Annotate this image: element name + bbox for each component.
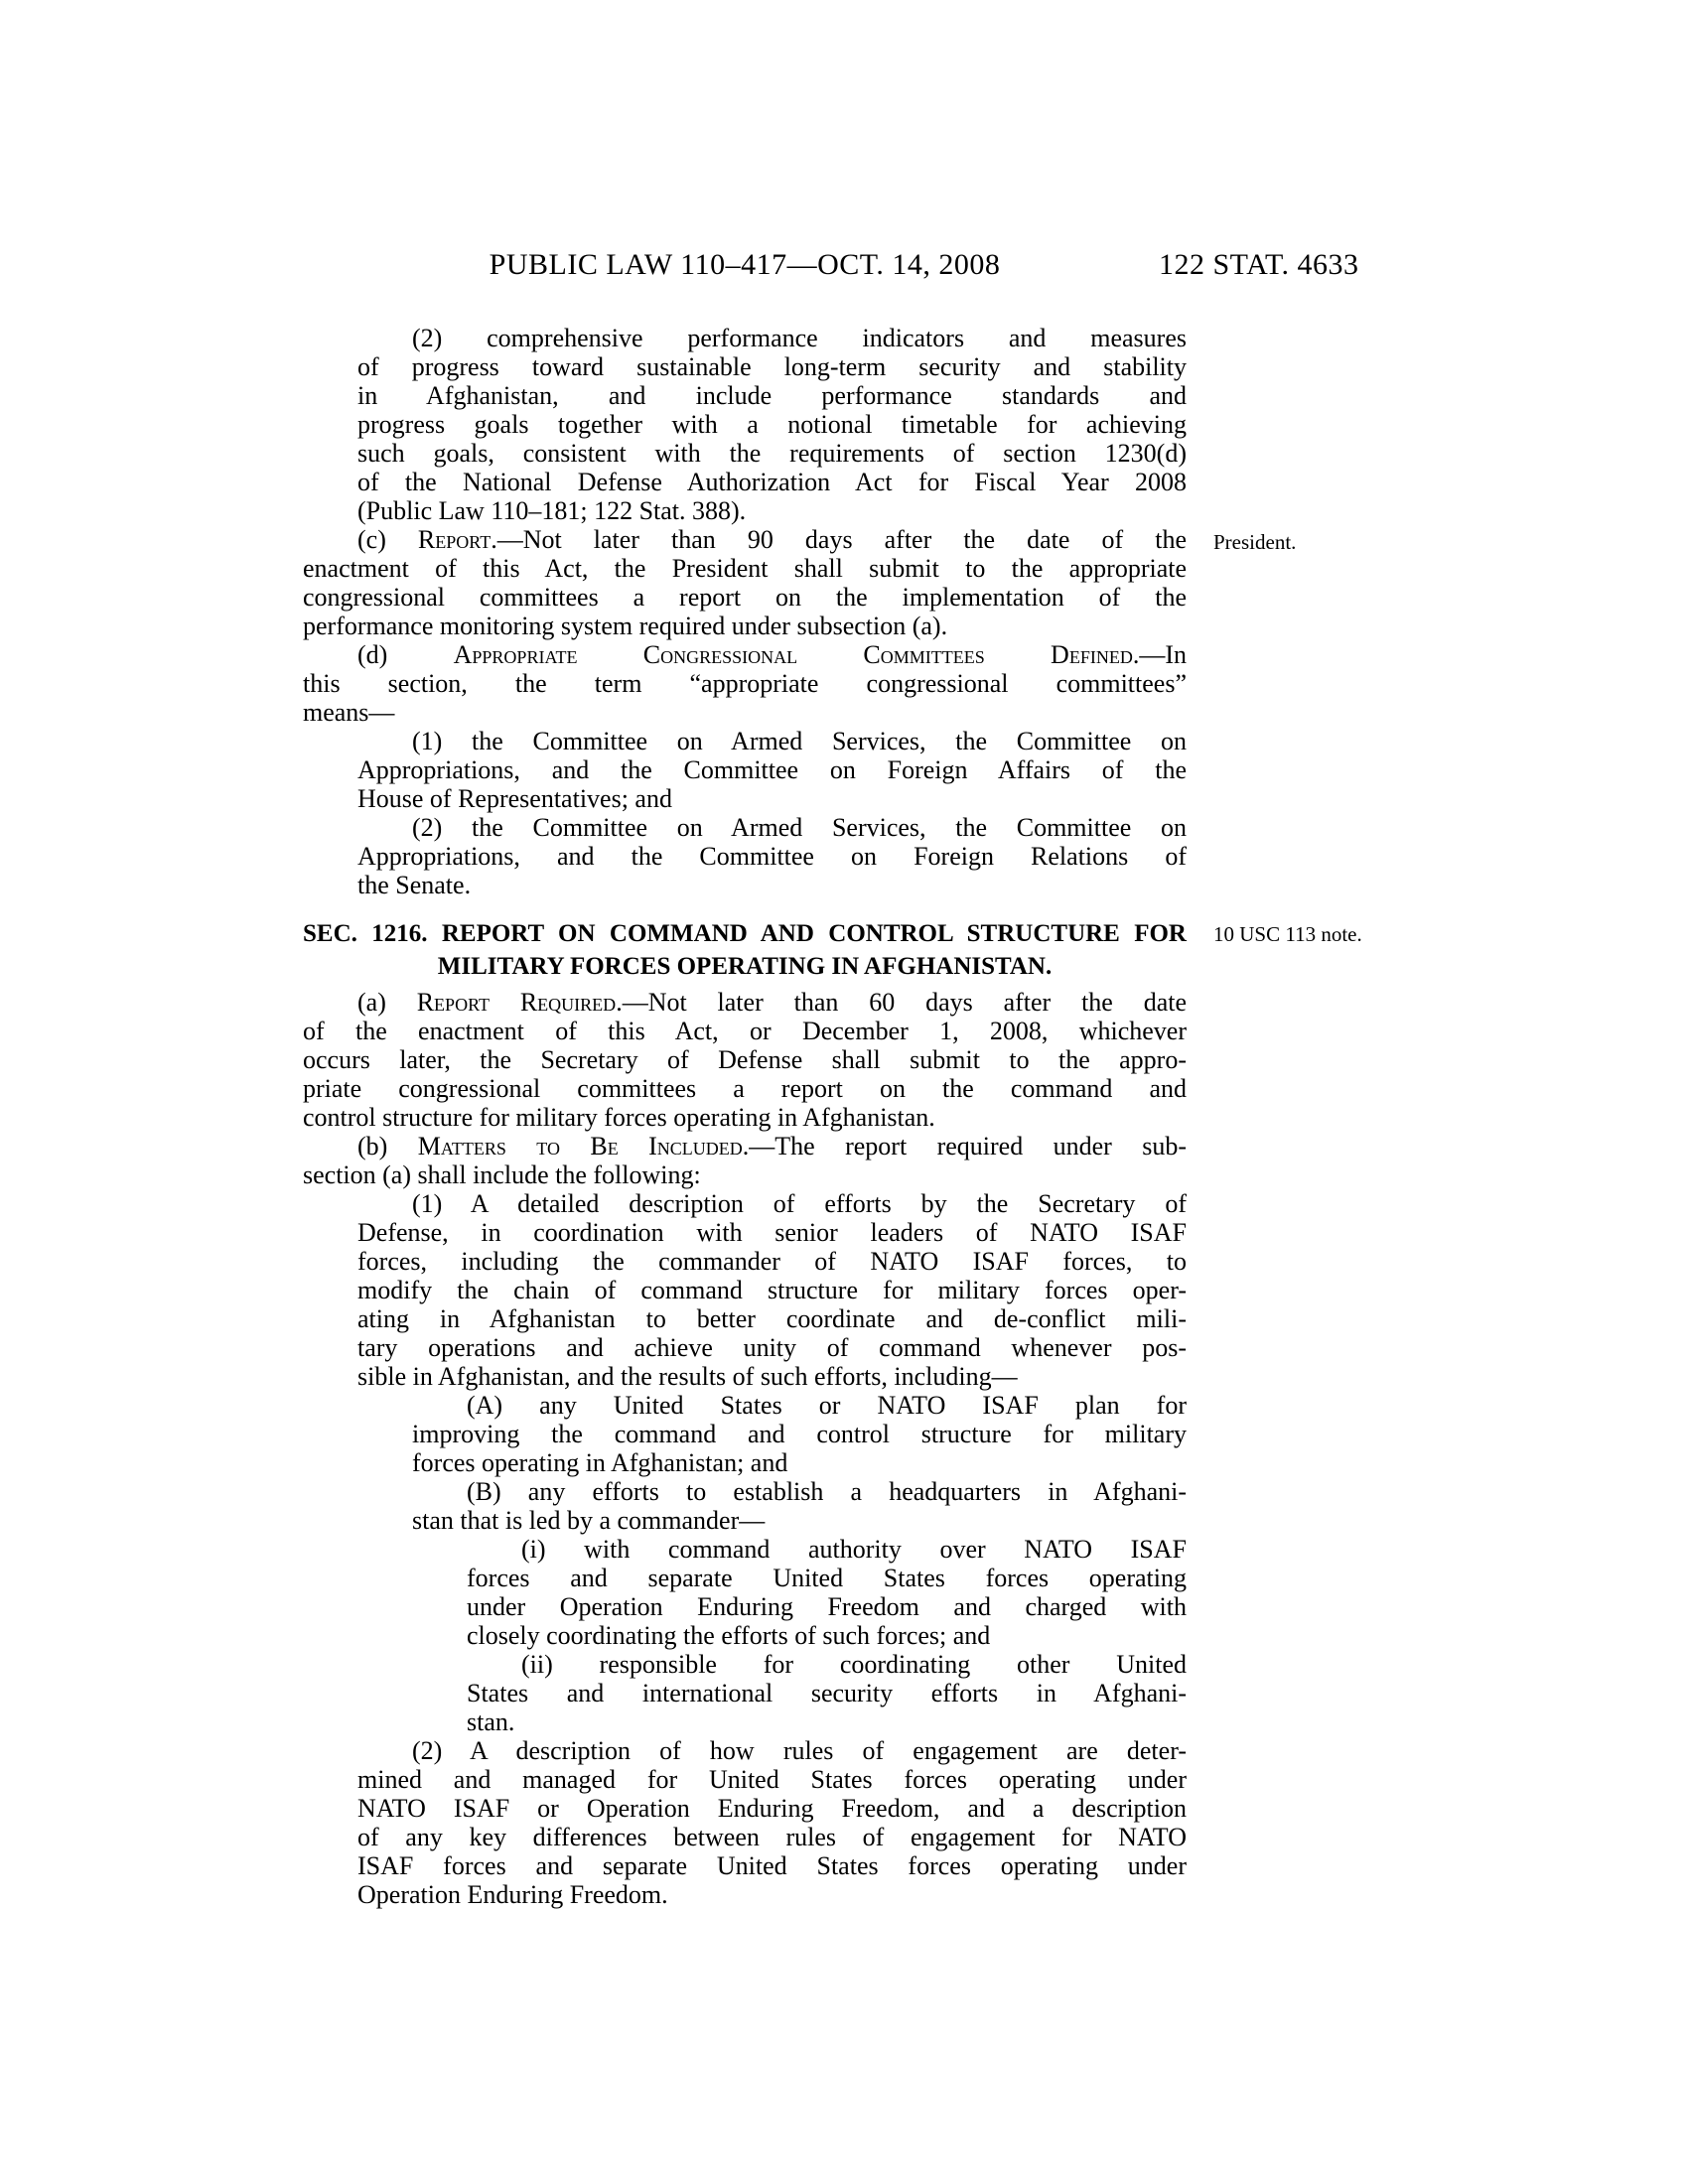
text-line bbox=[357, 468, 1187, 496]
statute-paragraph bbox=[357, 1736, 1187, 1909]
text-line bbox=[357, 496, 1187, 525]
text-segment: forces and separate United States forces operating bbox=[467, 1564, 1187, 1592]
text-segment: progress goals together with a notional timetable for achieving bbox=[357, 410, 1187, 439]
text-line bbox=[303, 612, 1187, 640]
text-segment: .—The report required under sub- bbox=[742, 1132, 1187, 1160]
text-segment: forces, including the commander of NATO ISAF forces, to bbox=[357, 1247, 1187, 1276]
text-line bbox=[357, 1218, 1187, 1247]
text-line bbox=[303, 525, 1187, 554]
text-line bbox=[357, 410, 1187, 439]
text-segment: tary operations and achieve unity of command whenever pos- bbox=[357, 1333, 1187, 1362]
text-line bbox=[303, 1074, 1187, 1103]
text-segment: performance monitoring system required under subsection (a). bbox=[303, 612, 948, 640]
text-line bbox=[303, 640, 1187, 669]
text-segment: Appropriations, and the Committee on Foreign Relations of bbox=[357, 842, 1187, 871]
text-segment: (i) with command authority over NATO ISAF bbox=[521, 1535, 1187, 1564]
text-line bbox=[303, 1132, 1187, 1160]
text-segment: stan. bbox=[467, 1707, 515, 1736]
text-line bbox=[357, 1851, 1187, 1880]
text-segment: sible in Afghanistan, and the results of such efforts, including— bbox=[357, 1362, 1018, 1391]
text-segment: (A) any United States or NATO ISAF plan for bbox=[467, 1391, 1187, 1420]
text-line bbox=[357, 1189, 1187, 1218]
text-segment: .—Not later than 90 days after the date of the bbox=[491, 525, 1187, 554]
statute-paragraph bbox=[412, 1477, 1187, 1535]
text-line bbox=[357, 1765, 1187, 1794]
text-line bbox=[303, 669, 1187, 698]
text-line bbox=[467, 1564, 1187, 1592]
small-caps-segment: Report Required bbox=[416, 988, 617, 1017]
text-line bbox=[357, 871, 1187, 899]
text-line bbox=[357, 324, 1187, 352]
text-line bbox=[412, 1477, 1187, 1506]
text-line bbox=[357, 784, 1187, 813]
text-line bbox=[357, 1276, 1187, 1304]
text-segment: Defense, in coordination with senior leaders of NATO ISAF bbox=[357, 1218, 1187, 1247]
text-segment: of progress toward sustainable long-term security and stability bbox=[357, 352, 1187, 381]
text-segment: under Operation Enduring Freedom and charged with bbox=[467, 1592, 1187, 1621]
text-segment: congressional committees a report on the implementation of the bbox=[303, 583, 1187, 612]
text-segment: of the enactment of this Act, or December 1, 2008, whichever bbox=[303, 1017, 1187, 1045]
text-segment: of any key differences between rules of engagement for NATO bbox=[357, 1823, 1187, 1851]
small-caps-segment: Report bbox=[417, 525, 492, 554]
text-segment: forces operating in Afghanistan; and bbox=[412, 1448, 788, 1477]
statute-paragraph bbox=[303, 525, 1297, 640]
text-line bbox=[467, 1707, 1187, 1736]
text-segment: the Senate. bbox=[357, 871, 472, 899]
text-line bbox=[357, 1823, 1187, 1851]
text-line bbox=[303, 988, 1187, 1017]
text-segment: (c) bbox=[357, 525, 418, 554]
text-line bbox=[357, 439, 1187, 468]
text-segment: .—In bbox=[1132, 640, 1187, 669]
statute-text-column bbox=[303, 324, 1362, 1909]
text-segment: (1) the Committee on Armed Services, the Committee on bbox=[412, 727, 1187, 755]
law-citation: PUBLIC LAW 110–417—OCT. 14, 2008 bbox=[489, 248, 1001, 281]
text-segment: stan that is led by a commander— bbox=[412, 1506, 766, 1535]
statute-paragraph bbox=[357, 727, 1187, 813]
text-line bbox=[357, 381, 1187, 410]
text-line bbox=[467, 1592, 1187, 1621]
text-segment: such goals, consistent with the requirements of section 1230(d) bbox=[357, 439, 1187, 468]
text-segment: (d) bbox=[357, 640, 454, 669]
page-header bbox=[0, 248, 1688, 288]
text-segment: (B) any efforts to establish a headquarters in Afghani- bbox=[467, 1477, 1187, 1506]
heading-line bbox=[303, 950, 1187, 983]
statute-paragraph bbox=[412, 1391, 1187, 1477]
text-line bbox=[357, 1736, 1187, 1765]
text-segment: (2) A description of how rules of engagement are deter- bbox=[412, 1736, 1187, 1765]
text-line bbox=[357, 727, 1187, 755]
text-line bbox=[357, 813, 1187, 842]
statute-paragraph bbox=[303, 640, 1187, 727]
text-line bbox=[357, 1304, 1187, 1333]
text-segment: occurs later, the Secretary of Defense shall submit to the appro- bbox=[303, 1045, 1187, 1074]
text-segment: MILITARY FORCES OPERATING IN AFGHANISTAN. bbox=[437, 953, 1053, 980]
text-segment: ating in Afghanistan to better coordinate and de-conflict mili- bbox=[357, 1304, 1187, 1333]
text-segment: section (a) shall include the following: bbox=[303, 1160, 701, 1189]
statute-paragraph bbox=[357, 1189, 1187, 1391]
text-segment: (a) bbox=[357, 988, 417, 1017]
text-line bbox=[357, 352, 1187, 381]
text-segment: this section, the term “appropriate congressional committees” bbox=[303, 669, 1187, 698]
text-line bbox=[467, 1621, 1187, 1650]
text-segment: Operation Enduring Freedom. bbox=[357, 1880, 668, 1909]
text-line bbox=[303, 583, 1187, 612]
text-line bbox=[412, 1391, 1187, 1420]
statute-paragraph bbox=[303, 1132, 1187, 1189]
text-segment: modify the chain of command structure for military forces oper- bbox=[357, 1276, 1187, 1304]
statute-paragraph bbox=[467, 1650, 1187, 1736]
text-line bbox=[303, 698, 1187, 727]
text-line bbox=[303, 1045, 1187, 1074]
statute-page-number: 122 STAT. 4633 bbox=[1159, 248, 1359, 281]
text-segment: States and international security efforts in Afghani- bbox=[467, 1679, 1187, 1707]
statute-paragraph bbox=[357, 813, 1187, 899]
text-line bbox=[357, 1794, 1187, 1823]
text-segment: ISAF forces and separate United States forces operating under bbox=[357, 1851, 1187, 1880]
statute-paragraph bbox=[467, 1535, 1187, 1650]
statute-paragraph bbox=[357, 324, 1187, 525]
statute-paragraph bbox=[303, 988, 1187, 1132]
small-caps-segment: Appropriate Congressional Committees Defined bbox=[453, 640, 1133, 669]
text-line bbox=[357, 1880, 1187, 1909]
text-segment: closely coordinating the efforts of such forces; and bbox=[467, 1621, 991, 1650]
small-caps-segment: Matters to Be Included bbox=[417, 1132, 743, 1160]
text-line bbox=[412, 1420, 1187, 1448]
text-segment: control structure for military forces operating in Afghanistan. bbox=[303, 1103, 935, 1132]
text-line bbox=[303, 554, 1187, 583]
text-segment: House of Representatives; and bbox=[357, 784, 672, 813]
text-line bbox=[357, 1247, 1187, 1276]
text-segment: in Afghanistan, and include performance standards and bbox=[357, 381, 1187, 410]
text-segment: (1) A detailed description of efforts by the Secretary of bbox=[412, 1189, 1187, 1218]
text-line bbox=[303, 1160, 1187, 1189]
text-line bbox=[357, 1333, 1187, 1362]
text-segment: improving the command and control structure for military bbox=[412, 1420, 1187, 1448]
text-segment: (b) bbox=[357, 1132, 418, 1160]
text-segment: priate congressional committees a report on the command and bbox=[303, 1074, 1187, 1103]
text-line bbox=[357, 755, 1187, 784]
text-segment: means— bbox=[303, 698, 395, 727]
text-line bbox=[467, 1535, 1187, 1564]
text-segment: (ii) responsible for coordinating other United bbox=[521, 1650, 1187, 1679]
text-segment: NATO ISAF or Operation Enduring Freedom, and a description bbox=[357, 1794, 1187, 1823]
section-heading bbox=[303, 917, 1362, 983]
text-segment: .—Not later than 60 days after the date bbox=[616, 988, 1187, 1017]
text-segment: (Public Law 110–181; 122 Stat. 388). bbox=[357, 496, 747, 525]
margin-note: 10 USC 113 note. bbox=[1213, 922, 1362, 946]
text-line bbox=[357, 1362, 1187, 1391]
text-line bbox=[412, 1448, 1187, 1477]
text-line bbox=[303, 1103, 1187, 1132]
text-segment: SEC. 1216. REPORT ON COMMAND AND CONTROL STRUCTURE FOR bbox=[303, 920, 1187, 947]
text-segment: enactment of this Act, the President shall submit to the appropriate bbox=[303, 554, 1187, 583]
text-segment: of the National Defense Authorization Act for Fiscal Year 2008 bbox=[357, 468, 1187, 496]
text-line bbox=[303, 1017, 1187, 1045]
text-line bbox=[412, 1506, 1187, 1535]
text-segment: (2) comprehensive performance indicators and measures bbox=[412, 324, 1187, 352]
heading-line bbox=[303, 917, 1187, 950]
text-segment: Appropriations, and the Committee on Foreign Affairs of the bbox=[357, 755, 1187, 784]
text-line bbox=[467, 1650, 1187, 1679]
text-line bbox=[357, 842, 1187, 871]
text-line bbox=[467, 1679, 1187, 1707]
text-segment: mined and managed for United States forces operating under bbox=[357, 1765, 1187, 1794]
margin-note: President. bbox=[1213, 530, 1297, 554]
text-segment: (2) the Committee on Armed Services, the Committee on bbox=[412, 813, 1187, 842]
